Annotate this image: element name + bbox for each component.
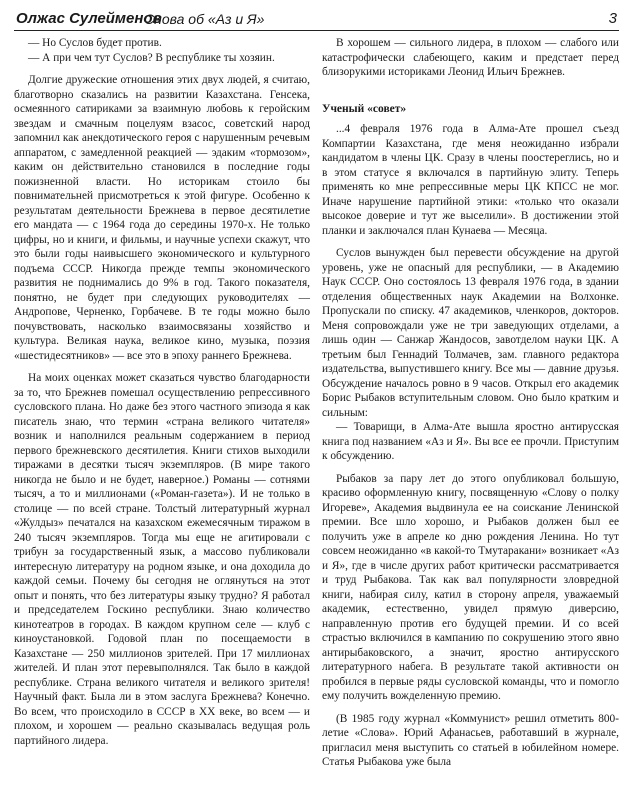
paragraph: Долгие дружеские отношения этих двух людей, я считаю, благотворно сказались на развитии Казахстана. Генсека, осмеянного сатириками за взаимную любовь к геройским звездам и смачным поцелуям взасос, советский народ запомнил как анекдотического героя с нарушенным речевым аппаратом, с замедленной реакцией — эдаким «тормозом», каким он действительно становился в последние годы пожизненной власти. Но историкам стоило бы повнимательней присмотреться к этой фигуре. Особенно к результатам деятельности Брежнева в первое десятилетие его мандата — с 1964 года до середины 1970-х. Не только цифры, но и книги, и фильмы, и научные успехи скажут, что это были годы наивысшего экономического и культурного подъема СССР. Никогда прежде темпы экономического развития не поднимались до 9% в год. Такого показателя, понятно, не будет при следующих руководителях — Андропове, Черненко, Горбачеве. В те годы можно было почувствовать, насколько взаимосвязаны хозяйство и культура. Великая наука, великое кино, музыка, поэзия «шестидесятников» — все это в эпоху раннего Брежнева. [14, 74, 310, 362]
running-header-title: Снова об «Аз и Я» [144, 11, 265, 27]
page-number: 3 [608, 10, 617, 27]
paragraph: На моих оценках может сказаться чувство благодарности за то, что Брежнев помешал осуществлению репрессивного сусловского плана. Но даже без этого частного эпизода я как писатель знаю, что термин «страна великого читателя» возник и наполнился реальным содержанием в период первого брежневского десятилетия. Книги стихов выходили тиражами в десятки тысяч экземпляров. (В мире такого никогда не было и не будет, наверное.) Романы — сотнями тысяч, а то и миллионами («Роман-газета»). И не только в столице — по всей стране. Толстый литературный журнал «Жулдыз» печатался на казахском ежемесячным тиражом в 240 тысяч экземпляров. Тогда мы еще не агитировали с трибун за государственный язык, а массово публиковали интересную литературу на родном языке, и она доходила до каждой семьи. Почему бы сегодня не оглянуться на этот опыт и понять, что без литературы языку трудно? Я работал и председателем Госкино республики. Знаю количество кинотеатров в городах. В каждом крупном селе — клуб с киноустановкой. Годовой план по посещаемости в Казахстане — 250 миллионов зрителей. При 17 миллионах жителей. И план этот перевыполнялся. Так было в каждой республике. Страна великого читателя и великого зрителя! Научный факт. Была ли в этом заслуга Брежнева? Конечно. Во всем, что происходило в СССР в XX веке, во всем — и плохом, и хорошем — реально сказывалась ведущая роль партийного лидера. [14, 372, 310, 747]
paragraph: Суслов вынужден был перевести обсуждение на другой уровень, уже не опасный для республики, — в Академию Наук СССР. Оно состоялось 13 февраля 1976 года, в здании отделения общественных наук Академии на Волхонке. Пропускали по списку. 47 академиков, членкоров, докторов. Меня сопровождали уже не три заведующих отделами, а лишь один — Санжар Жандосов, завотделом науки ЦК. А третьим был Геннадий Толмачев, зам. главного редактора издательства, выпустившего книгу. Все мы — давние друзья. Обсуждение началось ровно в 9 часов. Открыл его академик Борис Рыбаков вступительным словом. Оно было кратким и сильным: [322, 247, 619, 419]
paragraph: Рыбаков за пару лет до этого опубликовал большую, красиво оформленную книгу, посвященную «Слову о полку Игореве», Академия выдвинула ее на соискание Ленинской премии. Все шло хорошо, и Рыбаков должен был ее получить уже в апреле ко дню рождения Ленина. Но тут совсем неожиданно «в какой-то Тмутаракани» возникает «Аз и Я», где в числе других работ критически рассматривается и труд Рыбакова. Так как вал популярности зловредной книги, набирая силу, катил в сторону апреля, уважаемый академик, естественно, увидел прямую диверсию, направленную против его будущей премии. И со всей страстью включился в кампанию по сокрушению этого явно антирыбаковского, а значит, яростно антирусского литературного набега. В результате такой активности он пробился в первые ряды сусловской команды, что и помогло ему получить вожделенную премию. [322, 472, 619, 702]
paragraph: ...4 февраля 1976 года в Алма-Ате прошел съезд Компартии Казахстана, где меня неожиданно избрали кандидатом в члены ЦК. Сразу в члены поостерeглись, но и в этом статусе я включался в партийную элиту. Теперь применять ко мне репрессивные меры ЦК КПСС не мог. Иначе нарушение партийной этики: «только что оказали высокое доверие и тут же выселили». В достижении этой планки и заключался план Кунаева — Месяца. [322, 123, 619, 237]
running-header [14, 8, 619, 31]
section-heading: Ученый «совет» [322, 102, 407, 115]
running-header-author: Олжас Сулейменов [16, 10, 162, 27]
paragraph: — Но Суслов будет против. [28, 37, 162, 49]
paragraph: В хорошем — сильного лидера, в плохом — слабого или катастрофически слабеющего, каким и предстает перед близорукими историками Леонид Ильич Брежнев. [322, 37, 619, 78]
right-column [322, 36, 619, 770]
left-column [14, 36, 310, 748]
paragraph: — А при чем тут Суслов? В республике ты хозяин. [28, 51, 275, 64]
paragraph: (В 1985 году журнал «Коммунист» решил отметить 800-летие «Слова». Юрий Афанасьев, работавший в журнале, пригласил меня выступить со статьей в юбилейном номере. Статья Рыбакова уже была [322, 712, 619, 768]
paragraph: — Товарищи, в Алма-Ате вышла яростно антирусская книга под названием «Аз и Я». Вы все ее прочли. Приступим к обсуждению. [322, 421, 619, 462]
